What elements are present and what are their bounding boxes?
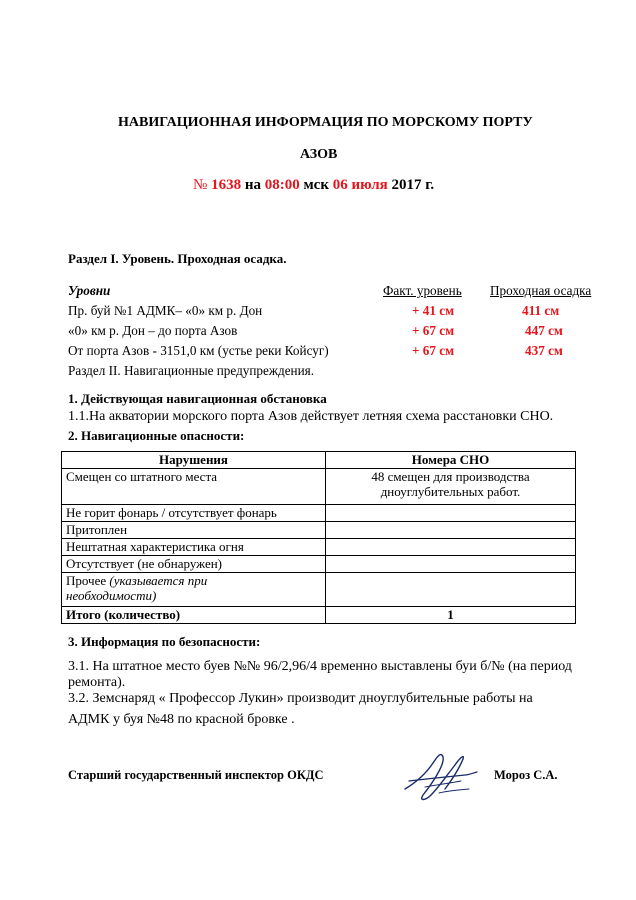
other-cell	[62, 573, 326, 607]
violation-name: Отсутствует (не обнаружен)	[62, 556, 326, 573]
sno-value	[326, 573, 576, 607]
level-row-name: Пр. буй №1 АДМК– «0» км р. Дон	[68, 303, 263, 318]
signatory-position: Старший государственный инспектор ОКДС	[68, 768, 324, 782]
sno-value	[326, 469, 576, 505]
port-name: АЗОВ	[300, 147, 338, 162]
table-row	[62, 469, 576, 505]
issue-date: 06 июля	[332, 177, 388, 193]
handwritten-signature	[395, 745, 485, 805]
violation-name: Смещен со штатного места	[62, 469, 326, 505]
issue-line	[193, 177, 434, 194]
col-levels-header: Уровни	[68, 283, 111, 298]
level-row-draft: 447 см	[525, 323, 563, 338]
violation-name: Не горит фонарь / отсутствует фонарь	[62, 505, 326, 522]
sno-value-line: 48 смещен для производства	[371, 469, 530, 484]
total-label: Итого (количество)	[62, 607, 326, 624]
sno-value	[326, 539, 576, 556]
other-note: необходимости)	[66, 588, 157, 603]
signatory-name: Мороз С.А.	[494, 768, 558, 782]
issue-year: 2017 г.	[391, 177, 435, 193]
other-label: Прочее	[66, 573, 110, 588]
col-draft-header: Проходная осадка	[490, 283, 592, 298]
total-value: 1	[326, 607, 576, 624]
level-row-name: «0» км р. Дон – до порта Азов	[68, 323, 238, 338]
hazards-table	[61, 451, 576, 624]
table-total-row	[62, 607, 576, 624]
issue-time: 08:00	[264, 177, 300, 193]
table-header-row	[62, 452, 576, 469]
nav-hazards-title: 2. Навигационные опасности:	[68, 428, 245, 443]
col-violations-header: Нарушения	[62, 452, 326, 469]
section1-title: Раздел I. Уровень. Проходная осадка.	[68, 251, 287, 266]
table-row-other	[62, 573, 576, 607]
safety-info-title: 3. Информация по безопасности:	[68, 634, 261, 649]
level-row-fact: + 67 см	[412, 343, 455, 358]
na-word: на	[244, 177, 261, 193]
safety-para-2-line1: 3.2. Земснаряд « Профессор Лукин» производит дноуглубительные работы на	[68, 691, 533, 706]
col-sno-header: Номера СНО	[326, 452, 576, 469]
other-note: (указывается при	[109, 573, 208, 588]
level-row-draft: 411 см	[522, 303, 560, 318]
sno-value-line: дноуглубительных работ.	[380, 484, 521, 499]
safety-para-1-line1: 3.1. На штатное место буев №№ 96/2,96/4 временно выставлены буи б/№ (на период	[68, 659, 572, 674]
safety-para-2-line2: АДМК у буя №48 по красной бровке .	[68, 712, 295, 727]
table-row	[62, 539, 576, 556]
msk-word: мск	[303, 177, 329, 193]
table-row	[62, 522, 576, 539]
number-prefix: №	[193, 177, 208, 193]
col-fact-header: Факт. уровень	[383, 283, 462, 298]
violation-name: Притоплен	[62, 522, 326, 539]
sno-value	[326, 522, 576, 539]
violation-name: Нештатная характеристика огня	[62, 539, 326, 556]
nav-situation-title: 1. Действующая навигационная обстановка	[68, 391, 327, 406]
level-row-name: От порта Азов - 3151,0 км (устье реки Койсуг)	[68, 343, 329, 358]
table-row	[62, 505, 576, 522]
level-row-fact: + 67 см	[412, 323, 455, 338]
nav-situation-text: 1.1.На акватории морского порта Азов действует летняя схема расстановки СНО.	[68, 409, 554, 424]
safety-para-1-line2: ремонта).	[68, 675, 126, 690]
table-row	[62, 556, 576, 573]
document-title: НАВИГАЦИОННАЯ ИНФОРМАЦИЯ ПО МОРСКОМУ ПОРТУ	[118, 115, 533, 130]
level-row-fact: + 41 см	[412, 303, 455, 318]
section2-title: Раздел II. Навигационные предупреждения.	[68, 363, 315, 378]
issue-number: 1638	[211, 177, 242, 193]
level-row-draft: 437 см	[525, 343, 563, 358]
sno-value	[326, 556, 576, 573]
sno-value	[326, 505, 576, 522]
